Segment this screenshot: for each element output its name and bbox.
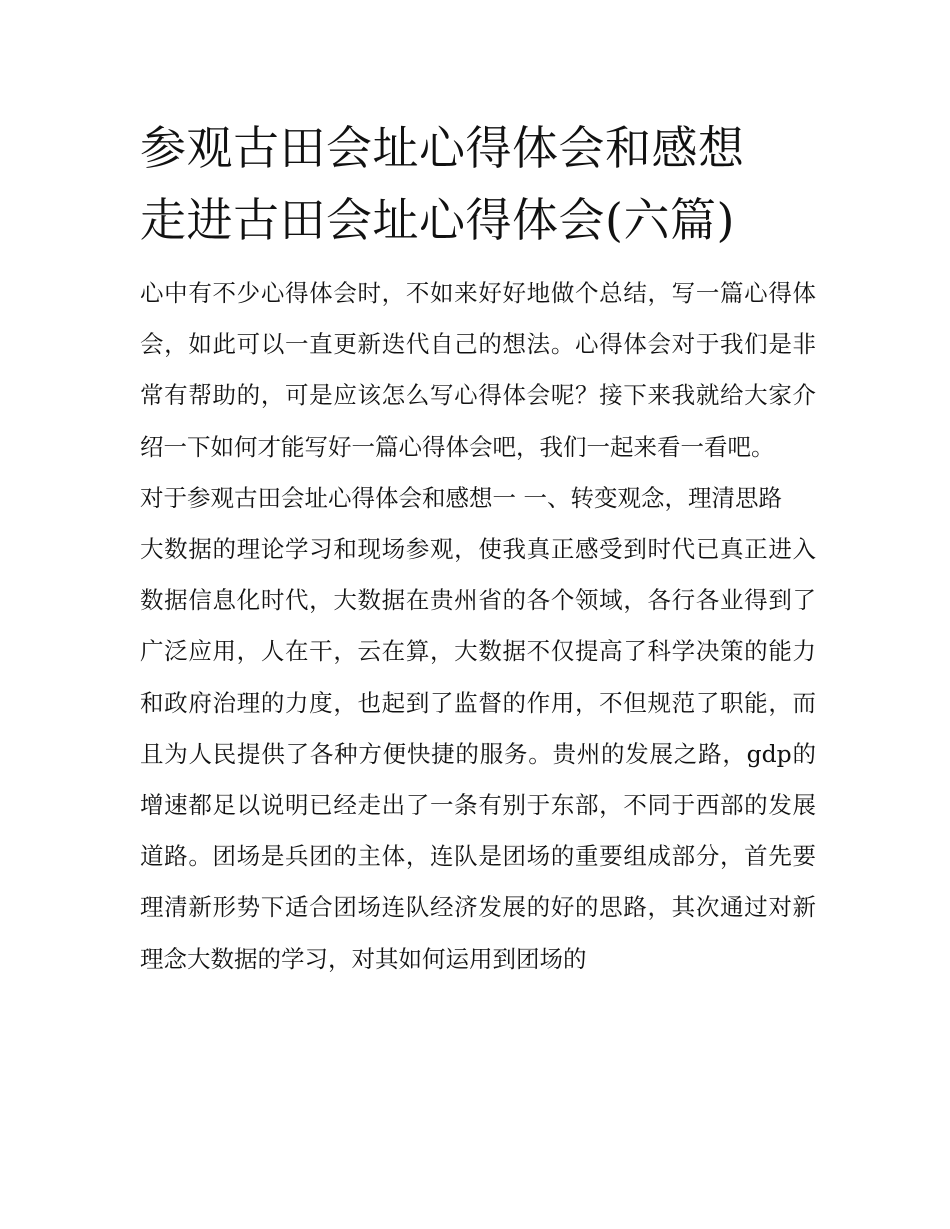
- title-line-2: 走进古田会址心得体会(六篇): [140, 193, 735, 247]
- title-line-1: 参观古田会址心得体会和感想: [140, 121, 745, 175]
- section-heading: 对于参观古田会址心得体会和感想一 一、转变观念，理清思路: [140, 483, 782, 512]
- document-title: [140, 112, 816, 256]
- document-page: [140, 112, 816, 985]
- body-paragraph: 大数据的理论学习和现场参观，使我真正感受到时代已真正进入数据信息化时代，大数据在贵州省的各个领域，各行各业得到了广泛应用，人在干，云在算，大数据不仅提高了科学决策的能力和政府治理的力度，也起到了监督的作用，不但规范了职能，而且为人民提供了各种方便快捷的服务。贵州的发展之路，gdp的增速都足以说明已经走出了一条有别于东部，不同于西部的发展道路。团场是兵团的主体，连队是团场的重要组成部分，首先要理清新形势下适合团场连队经济发展的好的思路，其次通过对新理念大数据的学习，对其如何运用到团场的: [140, 535, 816, 973]
- intro-paragraph: 心中有不少心得体会时，不如来好好地做个总结，写一篇心得体会，如此可以一直更新迭代自己的想法。心得体会对于我们是非常有帮助的，可是应该怎么写心得体会呢？接下来我就给大家介绍一下如何才能写好一篇心得体会吧，我们一起来看一看吧。: [140, 279, 816, 461]
